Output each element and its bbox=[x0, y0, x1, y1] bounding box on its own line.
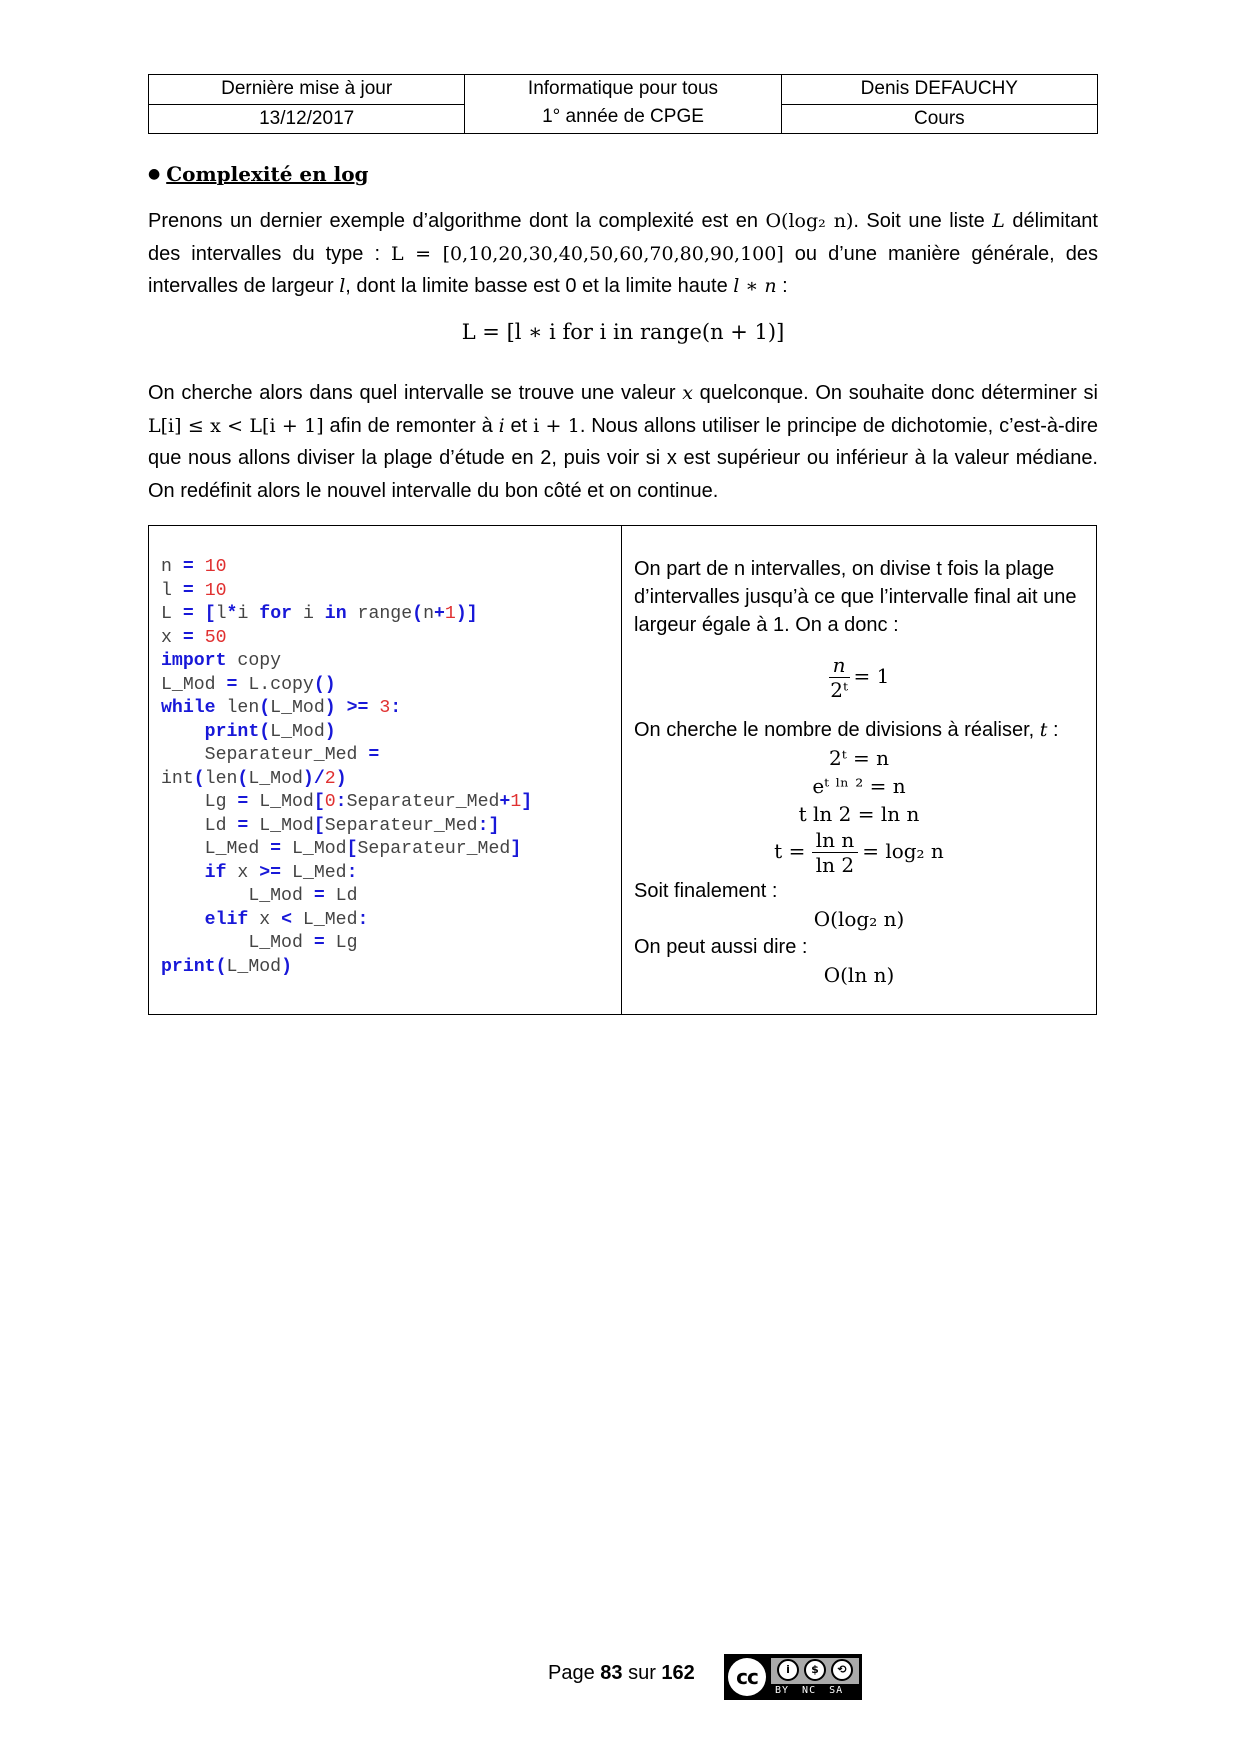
complexity-explanation bbox=[634, 555, 1084, 989]
code-line: L_Mod = Lg bbox=[161, 933, 358, 953]
list-formula: L = [l ∗ i for i in range(n + 1)] bbox=[461, 320, 785, 344]
header-last-update-label: Dernière mise à jour bbox=[149, 75, 465, 105]
equation-exp: eᵗ ˡⁿ ² = n bbox=[812, 774, 906, 798]
header-doc-type: Cours bbox=[781, 104, 1097, 134]
section-title-text: Complexité en log bbox=[166, 162, 369, 186]
page-footer bbox=[0, 1650, 1240, 1700]
code-line: L_Med = L_Mod[Separateur_Med] bbox=[161, 839, 522, 859]
result-ln: O(ln n) bbox=[823, 963, 895, 987]
finally-label: Soit finalement : bbox=[634, 880, 778, 902]
bullet-icon: ● bbox=[148, 166, 161, 182]
code-line: Ld = L_Mod[Separateur_Med:] bbox=[161, 815, 500, 836]
nc-icon: $ bbox=[804, 1659, 826, 1681]
code-line: while len(L_Mod) >= 3: bbox=[161, 698, 402, 718]
equation-n-over-2t: $\frac{n}{\text{2ᵗ}}$ = 1 bbox=[830, 653, 890, 702]
code-line: n = 10 bbox=[161, 557, 227, 577]
also-label: On peut aussi dire : bbox=[634, 936, 808, 958]
code-line: elif x < L_Med: bbox=[204, 909, 369, 930]
code-line: Separateur_Med = bbox=[161, 745, 380, 765]
code-line: Lg = L_Mod[0:Separateur_Med+1] bbox=[161, 792, 533, 812]
python-code-block bbox=[161, 556, 611, 979]
section-title bbox=[148, 162, 369, 186]
license-label: BY NC SA bbox=[775, 1685, 844, 1696]
code-line: L = [l*i for i in range(n+1)] bbox=[161, 604, 478, 624]
header-course-name: Informatique pour tous bbox=[527, 78, 719, 99]
code-line: l = 10 bbox=[161, 580, 227, 601]
equation-t-solution: t = $\frac{\text{ln n}}{\ln 2}$ = log₂ n bbox=[774, 828, 944, 877]
header-author: Denis DEFAUCHY bbox=[781, 75, 1097, 105]
header-date: 13/12/2017 bbox=[149, 104, 465, 134]
paragraph-intro: Prenons un dernier exemple d’algorithme dont la complexité est en O(log₂ n). Soit une liste L délimitant des intervalles du type : L = [0,10,20,30,40,50,60,70,80,90,100] ou d’une manière générale, des intervalles de largeur l, dont la limite basse est 0 et la limite haute l ∗ n : bbox=[148, 210, 1098, 297]
code-line: if x >= L_Med: bbox=[204, 862, 358, 883]
by-icon: i bbox=[777, 1659, 799, 1681]
code-line: print(L_Mod) bbox=[204, 721, 336, 742]
header-course-title bbox=[465, 75, 781, 134]
equation-ln: t ln 2 = ln n bbox=[798, 802, 920, 826]
code-line: import copy bbox=[161, 651, 282, 671]
code-line: x = 50 bbox=[161, 627, 227, 648]
sa-icon: ⟲ bbox=[831, 1659, 853, 1681]
paragraph-dichotomy: On cherche alors dans quel intervalle se trouve une valeur x quelconque. On souhaite donc déterminer si L[i] ≤ x < L[i + 1] afin de remonter à i et i + 1. Nous allons utiliser le principe de dichotomie, c’est-à-dire que nous allons diviser la plage d’étude en 2, puis voir si x est supérieur ou inférieur à la valeur médiane. On redéfinit alors le nouvel intervalle du bon côté et on continue. bbox=[148, 382, 1099, 502]
column-divider bbox=[621, 526, 622, 1014]
equation-2t-n: 2ᵗ = n bbox=[828, 746, 889, 770]
cc-license-badge bbox=[724, 1654, 862, 1700]
cc-icon: cc bbox=[728, 1658, 766, 1696]
result-log2: O(log₂ n) bbox=[813, 907, 905, 931]
code-explanation-box bbox=[148, 525, 1097, 1015]
page-number: Page 83 sur 162 bbox=[548, 1662, 695, 1684]
header-course-level: 1° année de CPGE bbox=[542, 106, 704, 127]
code-line: L_Mod = Ld bbox=[161, 886, 358, 906]
code-line: L_Mod = L.copy() bbox=[161, 674, 336, 695]
code-line: print(L_Mod) bbox=[161, 956, 292, 977]
explanation-intro: On part de n intervalles, on divise t fois la plage d’intervalles jusqu’à ce que l’intervalle final ait une largeur égale à 1. On a donc : bbox=[634, 558, 1077, 636]
search-sentence: On cherche le nombre de divisions à réaliser, t : bbox=[634, 719, 1059, 741]
header-table bbox=[148, 74, 1098, 134]
code-line: int(len(L_Mod)/2) bbox=[161, 768, 347, 789]
